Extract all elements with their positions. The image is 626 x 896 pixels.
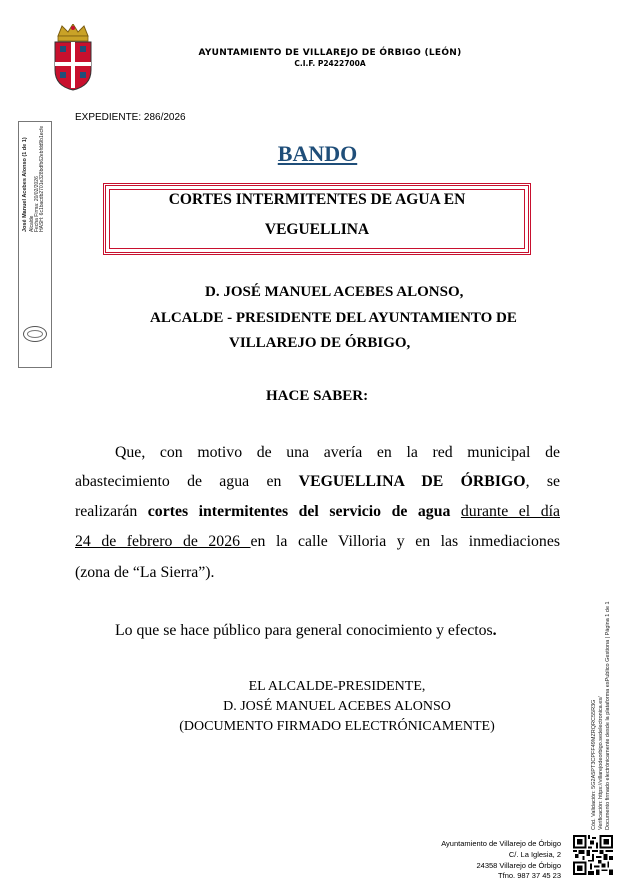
cut-date: 24 de febrero de 2026	[75, 533, 251, 550]
closing-text: Lo que se hace público para general conocimiento y efectos.	[115, 622, 497, 639]
coat-of-arms-icon	[52, 24, 94, 92]
body-line-1: Que, con motivo de una avería en la red municipal de	[115, 444, 560, 461]
body-line-5: (zona de “La Sierra”).	[75, 564, 215, 581]
footer-city: 24358 Villarejo de Órbigo	[476, 861, 561, 870]
signature-name: D. JOSÉ MANUEL ACEBES ALONSO	[223, 699, 451, 714]
hace-saber: HACE SABER:	[266, 388, 369, 404]
validation-note: Documento firmado electrónicamente desde la plataforma esPublico Gestiona | Página 1 de 1	[605, 601, 611, 830]
document-title: BANDO	[277, 141, 358, 166]
location-name: VEGUELLINA DE ÓRBIGO	[298, 473, 526, 490]
signer-name: José Manuel Acebes Alonso (1 de 1)	[22, 137, 28, 232]
authority-title: ALCALDE - PRESIDENTE DEL AYUNTAMIENTO DE	[150, 310, 517, 326]
qr-code-icon	[573, 835, 613, 875]
body-line-3: realizarán cortes intermitentes del servicio de agua durante el día	[75, 503, 560, 520]
signature-role: EL ALCALDE-PRESIDENTE,	[248, 679, 426, 694]
validation-code: Cód. Validación: 5G2A5PT3CPFF49MZRQRC55R3G	[591, 699, 597, 830]
body-line-4: 24 de febrero de 2026 en la calle Villoria y en las inmediaciones	[75, 533, 560, 550]
service-cut: cortes intermitentes del servicio de agua	[147, 503, 451, 520]
footer-phone: Tfno. 987 37 45 23	[498, 871, 561, 880]
authority-municipality: VILLAREJO DE ÓRBIGO,	[229, 335, 411, 351]
subject-line-2: VEGUELLINA	[264, 221, 370, 238]
signature-hash: HASH: 6c1bacdb2701e328bdfb62ebfdd9b1ecfe	[39, 125, 45, 232]
footer-org: Ayuntamiento de Villarejo de Órbigo	[441, 839, 561, 848]
signer-role: Alcalde	[29, 215, 35, 232]
validation-url: Verificación: https://villarejodeorbigo.sedelectronica.es/	[598, 696, 604, 830]
body-line-2: abastecimiento de agua en VEGUELLINA DE ÓRBIGO, se	[75, 473, 560, 490]
signature-date: Fecha Firma: 20/02/2026	[34, 176, 40, 232]
subject-line-1: CORTES INTERMITENTES DE AGUA EN	[168, 191, 466, 208]
header-title: AYUNTAMIENTO DE VILLAREJO DE ÓRBIGO (LEÓN)	[198, 48, 462, 58]
authority-name: D. JOSÉ MANUEL ACEBES ALONSO,	[205, 284, 464, 300]
expediente-number: EXPEDIENTE: 286/2026	[75, 112, 186, 123]
seal-icon	[23, 326, 47, 342]
header-cif: C.I.F. P2422700A	[294, 59, 366, 68]
signature-note: (DOCUMENTO FIRMADO ELECTRÓNICAMENTE)	[179, 719, 495, 734]
footer-street: C/. La Iglesia, 2	[508, 850, 561, 859]
signature-strip	[18, 121, 52, 368]
